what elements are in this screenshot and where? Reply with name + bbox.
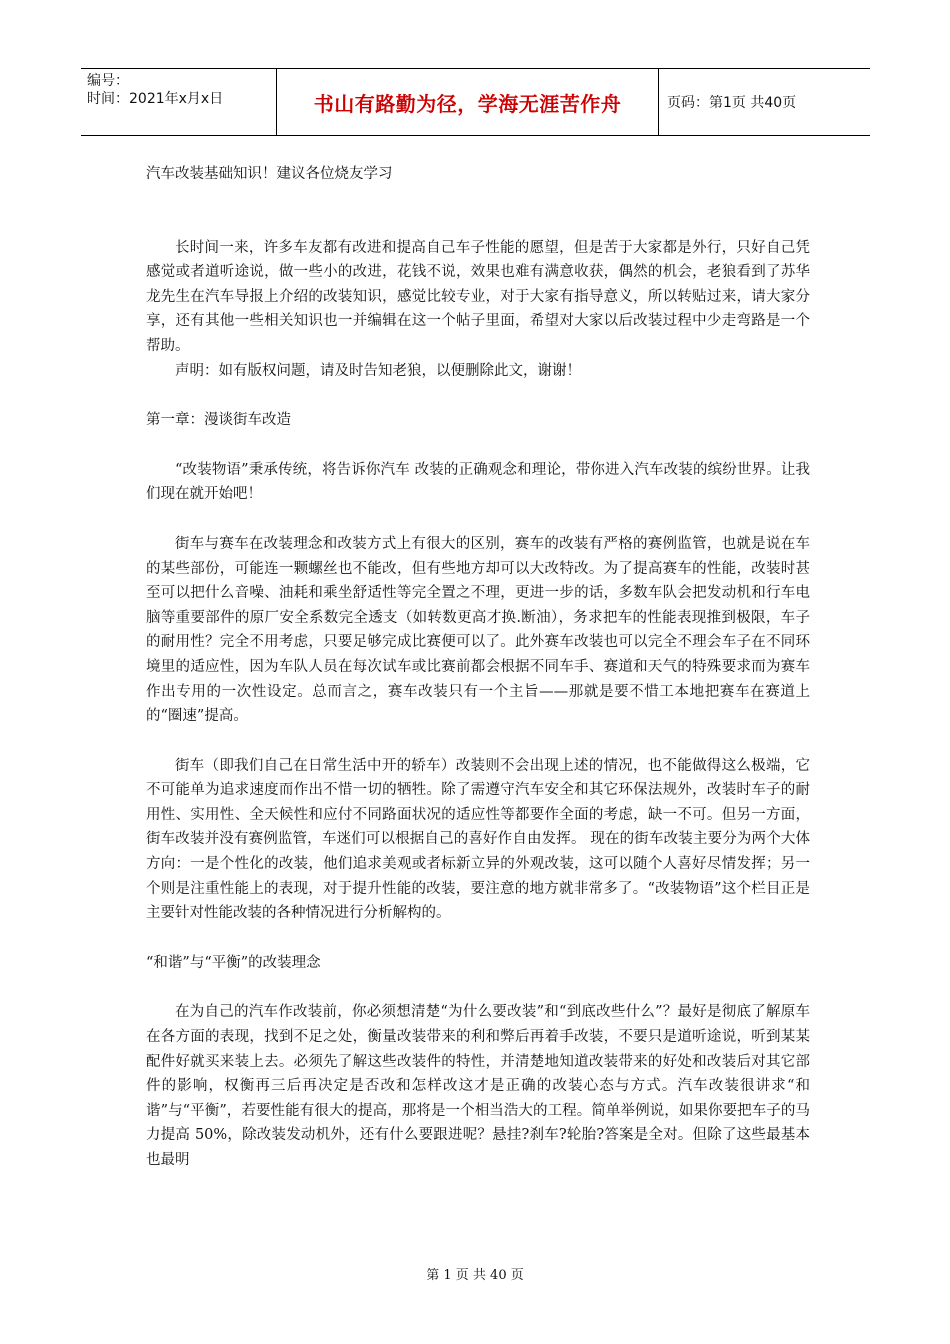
- section-heading: “和谐”与“平衡”的改装理念: [146, 954, 321, 971]
- document-body: [146, 162, 810, 1173]
- document-title: 汽车改装基础知识！建议各位烧友学习: [146, 166, 393, 182]
- paragraph-4: 在为自己的汽车作改装前，你必须想清楚“为什么要改装”和“到底改些什么”？最好是彻底了解原车在各方面的表现，找到不足之处，衡量改装带来的利和弊后再着手改装，不要只是道听途说，听到某某配件好就买来装上去。必须先了解这些改装件的特性，并清楚地知道改装带来的好处和改装后对其它部件的影响，权衡再三后再决定是否改和怎样改这才是正确的改装心态与方式。汽车改装很讲求“和谐”与“平衡”，若要性能有很大的提高，那将是一个相当浩大的工程。简单举例说，如果你要把车子的马力提高 50%，除改装发动机外，还有什么要跟进呢？悬挂?刹车?轮胎?答案是全对。但除了这些最基本也最明: [146, 1004, 810, 1168]
- time-label: 时间：2021年x月x日: [87, 91, 224, 107]
- number-label: 编号：: [87, 73, 129, 89]
- page-footer: 第 1 页 共 40 页: [426, 1268, 524, 1283]
- paragraph-1: “改装物语”秉承传统，将告诉你汽车 改装的正确观念和理论，带你进入汽车改装的缤纷世界。让我们现在就开始吧！: [146, 461, 810, 503]
- header-slogan: 书山有路勤为径，学海无涯苦作舟: [277, 69, 659, 135]
- header-meta: [81, 69, 277, 135]
- paragraph-3: 街车（即我们自己在日常生活中开的轿车）改装则不会出现上述的情况，也不能做得这么极端，它不可能单为追求速度而作出不惜一切的牺牲。除了需遵守汽车安全和其它环保法规外，改装时车子的耐用性、实用性、全天候性和应付不同路面状况的适应性等都要作全面的考虑，缺一不可。但另一方面，街车改装并没有赛例监管，车迷们可以根据自己的喜好作自由发挥。 现在的街车改装主要分为两个大体方向：一是个性化的改装，他们追求美观或者标新立异的外观改装，这可以随个人喜好尽情发挥；另一个则是注重性能上的表现，对于提升性能的改装，要注意的地方就非常多了。“改装物语”这个栏目正是主要针对性能改装的各种情况进行分析解构的。: [146, 757, 810, 922]
- header-page-info: 页码：第1页 共40页: [667, 95, 797, 111]
- paragraph-2: 街车与赛车在改装理念和改装方式上有很大的区别，赛车的改装有严格的赛例监管，也就是说在车的某些部份，可能连一颗螺丝也不能改，但有些地方却可以大改特改。为了提高赛车的性能，改装时甚至可以把什么音噪、油耗和乘坐舒适性等完全置之不理，更进一步的话，多数车队会把发动机和行车电脑等重要部件的原厂安全系数完全透支（如转数更高才换.断油），务求把车的性能表现推到极限，车子的耐用性？完全不用考虑，只要足够完成比赛便可以了。此外赛车改装也可以完全不理会车子在不同环境里的适应性，因为车队人员在每次试车或比赛前都会根据不同车手、赛道和天气的特殊要求而为赛车作出专用的一次性设定。总而言之，赛车改装只有一个主旨——那就是要不惜工本地把赛车在赛道上的“圈速”提高。: [146, 535, 810, 725]
- chapter-heading: 第一章：漫谈街车改造: [146, 412, 291, 429]
- page-header: [81, 68, 870, 136]
- intro-paragraph: 长时间一来，许多车友都有改进和提高自己车子性能的愿望，但是苦于大家都是外行，只好自己凭感觉或者道听途说，做一些小的改进，花钱不说，效果也难有满意收获，偶然的机会，老狼看到了苏华龙先生在汽车导报上介绍的改装知识，感觉比较专业，对于大家有指导意义，所以转贴过来，请大家分享，还有其他一些相关知识也一并编辑在这一个帖子里面，希望对大家以后改装过程中少走弯路是一个帮助。: [146, 239, 810, 354]
- statement-paragraph: 声明：如有版权问题，请及时告知老狼，以便删除此文，谢谢！: [175, 362, 581, 379]
